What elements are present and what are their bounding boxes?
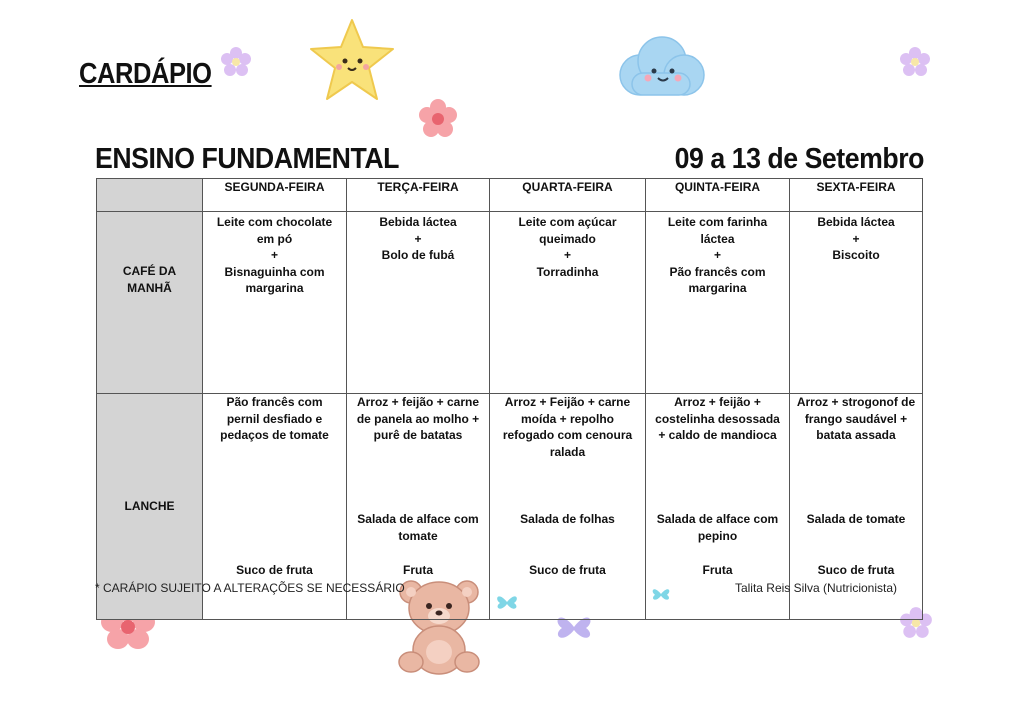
corner-cell — [97, 179, 203, 212]
breakfast-cell: Leite com chocolate em pó + Bisnaguinha com margarina — [203, 212, 347, 394]
lunch-main-dish: Arroz + feijão + carne de panela ao molho + purê de batatas — [356, 395, 480, 442]
lunch-salad: Salada de alface com tomate — [357, 512, 479, 543]
breakfast-row — [97, 212, 923, 394]
breakfast-cell: Bebida láctea + Biscoito — [790, 212, 923, 394]
lunch-main-dish: Arroz + feijão + costelinha desossada + caldo de mandioca — [655, 395, 780, 442]
breakfast-cell: Bebida láctea + Bolo de fubá — [347, 212, 490, 394]
footnote: * CARÁPIO SUJEITO A ALTERAÇÕES SE NECESSÁRIO — [95, 581, 405, 595]
star-icon — [308, 17, 396, 103]
lunch-salad: Salada de alface com pepino — [656, 512, 779, 543]
lunch-main-dish: Pão francês com pernil desfiado e pedaços de tomate — [220, 395, 329, 442]
day-header: TERÇA-FEIRA — [347, 179, 490, 212]
breakfast-cell: Leite com açúcar queimado + Torradinha — [490, 212, 646, 394]
day-header: QUINTA-FEIRA — [646, 179, 790, 212]
section-subtitle: ENSINO FUNDAMENTAL — [95, 143, 399, 175]
page-title: CARDÁPIO — [79, 58, 212, 90]
lunch-drink: Suco de fruta — [236, 563, 313, 577]
lunch-salad: Salada de tomate — [806, 512, 906, 526]
lunch-salad: Salada de folhas — [520, 512, 615, 526]
day-header: SEXTA-FEIRA — [790, 179, 923, 212]
lilac-flower-icon — [898, 45, 932, 79]
lunch-drink: Fruta — [403, 563, 433, 577]
lunch-main-dish: Arroz + strogonof de frango saudável + batata assada — [796, 395, 916, 442]
cloud-icon — [612, 33, 708, 103]
lunch-drink: Suco de fruta — [817, 563, 895, 577]
day-header: QUARTA-FEIRA — [490, 179, 646, 212]
week-dates: 09 a 13 de Setembro — [674, 143, 924, 175]
lunch-drink: Suco de fruta — [529, 563, 606, 577]
pink-flower-icon — [416, 97, 460, 141]
menu-table — [96, 178, 923, 620]
lunch-drink: Fruta — [702, 563, 733, 577]
day-header-row — [97, 179, 923, 212]
nutritionist-signature: Talita Reis Silva (Nutricionista) — [734, 581, 897, 595]
lilac-flower-icon — [219, 45, 253, 79]
breakfast-cell: Leite com farinha láctea + Pão francês com margarina — [646, 212, 790, 394]
breakfast-label: CAFÉ DA MANHÃ — [97, 212, 203, 394]
lunch-main-dish: Arroz + Feijão + carne moída + repolho refogado com cenoura ralada — [502, 395, 633, 459]
lunch-label: LANCHE — [97, 394, 203, 620]
lunch-cell — [490, 394, 646, 620]
day-header: SEGUNDA-FEIRA — [203, 179, 347, 212]
